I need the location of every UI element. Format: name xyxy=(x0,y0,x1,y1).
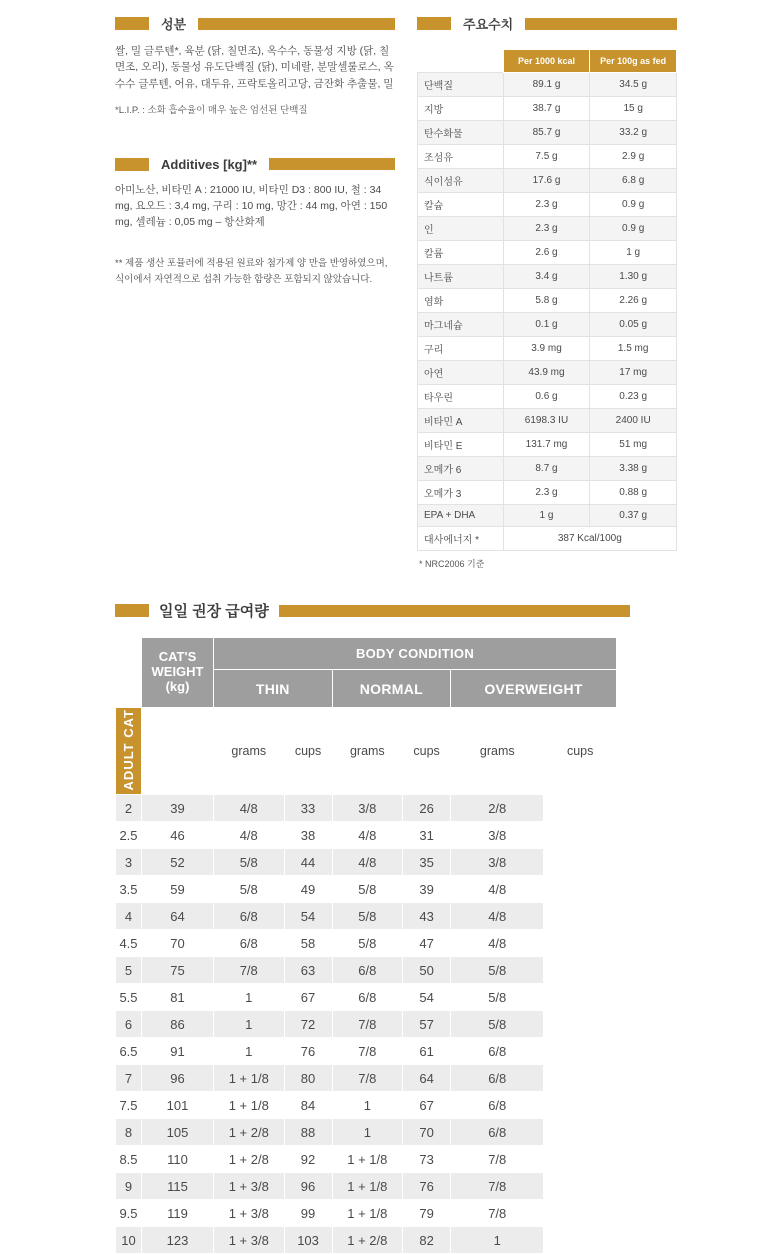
cell-normal-grams: 80 xyxy=(284,1065,332,1092)
energy-label: 대사에너지 * xyxy=(418,527,504,551)
feeding-title: 일일 권장 급여량 xyxy=(159,603,269,620)
cell-overweight-cups: 3/8 xyxy=(451,849,544,876)
cell-thin-grams: 115 xyxy=(142,1173,214,1200)
row-weight: 5.5 xyxy=(116,984,142,1011)
nutrient-label: 마그네슘 xyxy=(418,313,504,337)
cell-normal-cups: 5/8 xyxy=(332,903,403,930)
cell-normal-cups: 5/8 xyxy=(332,930,403,957)
nutrient-per-100g: 2.26 g xyxy=(590,289,677,313)
cell-normal-cups: 1 xyxy=(332,1092,403,1119)
table-row xyxy=(116,1065,617,1092)
nutrient-per-1000-kcal: 17.6 g xyxy=(503,169,590,193)
cell-thin-cups: 1 xyxy=(214,1038,285,1065)
cats-weight-header xyxy=(142,638,214,708)
cell-overweight-grams: 31 xyxy=(403,822,451,849)
corner-blank xyxy=(116,638,142,670)
cell-overweight-cups: 6/8 xyxy=(451,1065,544,1092)
cell-overweight-grams: 50 xyxy=(403,957,451,984)
cell-normal-grams: 76 xyxy=(284,1038,332,1065)
row-weight: 9.5 xyxy=(116,1200,142,1227)
nutrient-label: 비타민 A xyxy=(418,409,504,433)
ingredients-title: 성분 xyxy=(161,17,187,32)
cell-overweight-cups: 6/8 xyxy=(451,1092,544,1119)
cats-weight-line-1: CAT'S xyxy=(158,649,197,665)
cell-overweight-grams: 57 xyxy=(403,1011,451,1038)
nutrient-per-1000-kcal: 85.7 g xyxy=(503,121,590,145)
table-row xyxy=(116,957,617,984)
cell-overweight-cups: 5/8 xyxy=(451,1011,544,1038)
table-row xyxy=(116,795,617,822)
nutrient-per-1000-kcal: 2.3 g xyxy=(503,481,590,505)
cell-thin-cups: 6/8 xyxy=(214,903,285,930)
cell-normal-cups: 3/8 xyxy=(332,795,403,822)
top-columns xyxy=(0,0,780,570)
table-row xyxy=(418,169,677,193)
cell-overweight-cups: 1 xyxy=(451,1227,544,1254)
table-row xyxy=(418,265,677,289)
cell-overweight-grams: 73 xyxy=(403,1146,451,1173)
table-row xyxy=(418,121,677,145)
cell-thin-grams: 81 xyxy=(142,984,214,1011)
nutrient-per-1000-kcal: 6198.3 IU xyxy=(503,409,590,433)
cell-normal-grams: 33 xyxy=(284,795,332,822)
table-row xyxy=(418,409,677,433)
table-row xyxy=(116,822,617,849)
cell-normal-grams: 44 xyxy=(284,849,332,876)
nutrient-label: EPA + DHA xyxy=(418,505,504,527)
nutrient-per-1000-kcal: 1 g xyxy=(503,505,590,527)
nutrient-per-1000-kcal: 8.7 g xyxy=(503,457,590,481)
cell-overweight-grams: 47 xyxy=(403,930,451,957)
nutrient-label: 염화 xyxy=(418,289,504,313)
cell-overweight-grams: 67 xyxy=(403,1092,451,1119)
feeding-header-row-1 xyxy=(116,638,617,670)
cell-normal-cups: 1 + 1/8 xyxy=(332,1173,403,1200)
table-row xyxy=(418,313,677,337)
nutrition-col-blank xyxy=(418,50,504,73)
additives-body: 아미노산, 비타민 A : 21000 IU, 비타민 D3 : 800 IU, 철 : 34 mg, 요오드 : 3,4 mg, 구리 : 10 mg, 망간 : 44 mg, 아연 : 150 mg, 셀레늄 : 0,05 mg – 항산화제 xyxy=(115,183,388,229)
nutrient-per-1000-kcal: 7.5 g xyxy=(503,145,590,169)
cell-thin-grams: 91 xyxy=(142,1038,214,1065)
unit-blank xyxy=(142,708,214,795)
nutrient-per-1000-kcal: 38.7 g xyxy=(503,97,590,121)
cell-overweight-cups: 5/8 xyxy=(451,957,544,984)
accent-rule xyxy=(279,605,630,617)
cell-thin-cups: 6/8 xyxy=(214,930,285,957)
nutrient-per-1000-kcal: 5.8 g xyxy=(503,289,590,313)
cell-normal-grams: 63 xyxy=(284,957,332,984)
nutrient-per-100g: 6.8 g xyxy=(590,169,677,193)
nutrient-per-100g: 0.05 g xyxy=(590,313,677,337)
cell-thin-grams: 96 xyxy=(142,1065,214,1092)
cell-normal-grams: 58 xyxy=(284,930,332,957)
cell-thin-cups: 4/8 xyxy=(214,822,285,849)
row-weight: 2.5 xyxy=(116,822,142,849)
nutrient-per-100g: 2400 IU xyxy=(590,409,677,433)
cell-normal-cups: 1 + 1/8 xyxy=(332,1146,403,1173)
cell-normal-grams: 38 xyxy=(284,822,332,849)
nutrition-section-header xyxy=(417,14,677,33)
cell-normal-grams: 67 xyxy=(284,984,332,1011)
cell-normal-grams: 72 xyxy=(284,1011,332,1038)
spacer xyxy=(115,242,395,256)
table-row xyxy=(116,930,617,957)
cell-thin-grams: 39 xyxy=(142,795,214,822)
body-condition-header: BODY CONDITION xyxy=(214,638,617,670)
cell-overweight-cups: 7/8 xyxy=(451,1146,544,1173)
cell-overweight-grams: 64 xyxy=(403,1065,451,1092)
nutrient-per-1000-kcal: 2.6 g xyxy=(503,241,590,265)
cell-thin-cups: 1 + 3/8 xyxy=(214,1227,285,1254)
nutrient-label: 비타민 E xyxy=(418,433,504,457)
cell-normal-cups: 7/8 xyxy=(332,1065,403,1092)
condition-thin-header: THIN xyxy=(214,670,333,708)
cell-thin-cups: 1 + 2/8 xyxy=(214,1146,285,1173)
table-header-row xyxy=(418,50,677,73)
cell-thin-grams: 119 xyxy=(142,1200,214,1227)
right-column xyxy=(417,14,677,570)
cell-normal-cups: 7/8 xyxy=(332,1038,403,1065)
cell-overweight-cups: 4/8 xyxy=(451,903,544,930)
feeding-table xyxy=(115,637,617,1254)
nutrient-label: 지방 xyxy=(418,97,504,121)
cell-overweight-cups: 6/8 xyxy=(451,1119,544,1146)
cell-normal-grams: 54 xyxy=(284,903,332,930)
cell-normal-cups: 5/8 xyxy=(332,876,403,903)
nutrient-per-100g: 1 g xyxy=(590,241,677,265)
cell-normal-cups: 1 + 1/8 xyxy=(332,1200,403,1227)
cell-thin-grams: 110 xyxy=(142,1146,214,1173)
ingredients-body: 쌀, 밀 글루텐*, 육분 (닭, 칠면조), 옥수수, 동물성 지방 (닭, 칠면조, 오리), 동물성 유도단백질 (닭), 미네랄, 분말셀룰로스, 옥수수 글루텐, 어유, 대두유, 프락토올리고당, 금잔화 추출물, 밀 xyxy=(115,45,394,90)
feeding-units-row xyxy=(116,708,617,795)
row-weight: 7.5 xyxy=(116,1092,142,1119)
row-weight: 4.5 xyxy=(116,930,142,957)
unit-overweight-grams: grams xyxy=(451,708,544,795)
cell-thin-grams: 52 xyxy=(142,849,214,876)
cell-overweight-cups: 6/8 xyxy=(451,1038,544,1065)
nutrient-label: 나트륨 xyxy=(418,265,504,289)
cell-thin-grams: 70 xyxy=(142,930,214,957)
accent-rule xyxy=(269,158,395,170)
spacer xyxy=(115,131,395,157)
table-row xyxy=(418,457,677,481)
table-row xyxy=(418,73,677,97)
nutrient-label: 조섬유 xyxy=(418,145,504,169)
nutrient-per-1000-kcal: 2.3 g xyxy=(503,217,590,241)
cell-overweight-grams: 79 xyxy=(403,1200,451,1227)
row-weight: 9 xyxy=(116,1173,142,1200)
row-weight: 2 xyxy=(116,795,142,822)
table-row-energy xyxy=(418,527,677,551)
nutrient-label: 식이섬유 xyxy=(418,169,504,193)
row-weight: 5 xyxy=(116,957,142,984)
accent-rule xyxy=(525,18,677,30)
feeding-section-header xyxy=(115,600,630,621)
cell-thin-cups: 1 + 1/8 xyxy=(214,1065,285,1092)
cell-thin-cups: 5/8 xyxy=(214,876,285,903)
nutrient-label: 아연 xyxy=(418,361,504,385)
nutrient-per-1000-kcal: 3.4 g xyxy=(503,265,590,289)
cell-overweight-cups: 7/8 xyxy=(451,1173,544,1200)
nutrient-label: 구리 xyxy=(418,337,504,361)
cell-thin-grams: 59 xyxy=(142,876,214,903)
table-row xyxy=(116,1200,617,1227)
energy-value: 387 Kcal/100g xyxy=(503,527,676,551)
cell-overweight-grams: 82 xyxy=(403,1227,451,1254)
table-row xyxy=(116,849,617,876)
table-row xyxy=(418,433,677,457)
cell-normal-grams: 103 xyxy=(284,1227,332,1254)
row-weight: 8 xyxy=(116,1119,142,1146)
cell-normal-grams: 96 xyxy=(284,1173,332,1200)
cell-overweight-grams: 43 xyxy=(403,903,451,930)
nutrient-label: 칼륨 xyxy=(418,241,504,265)
row-weight: 6.5 xyxy=(116,1038,142,1065)
nutrient-per-100g: 34.5 g xyxy=(590,73,677,97)
table-row xyxy=(418,505,677,527)
nutrient-per-100g: 1.30 g xyxy=(590,265,677,289)
cell-thin-grams: 105 xyxy=(142,1119,214,1146)
table-row xyxy=(116,903,617,930)
unit-normal-cups: cups xyxy=(403,708,451,795)
table-row xyxy=(116,1146,617,1173)
cell-overweight-grams: 54 xyxy=(403,984,451,1011)
cell-thin-cups: 7/8 xyxy=(214,957,285,984)
cats-weight-line-2: WEIGHT xyxy=(151,664,204,680)
cell-normal-grams: 92 xyxy=(284,1146,332,1173)
unit-thin-grams: grams xyxy=(214,708,285,795)
cell-normal-cups: 6/8 xyxy=(332,984,403,1011)
table-row xyxy=(116,876,617,903)
row-weight: 4 xyxy=(116,903,142,930)
cell-normal-cups: 6/8 xyxy=(332,957,403,984)
nutrition-footnote: * NRC2006 기준 xyxy=(419,559,485,569)
accent-chip-icon xyxy=(417,17,451,30)
table-row xyxy=(418,217,677,241)
additives-title: Additives [kg]** xyxy=(161,156,258,172)
row-weight: 3 xyxy=(116,849,142,876)
nutrient-label: 인 xyxy=(418,217,504,241)
nutrient-per-100g: 0.23 g xyxy=(590,385,677,409)
cell-thin-cups: 1 + 3/8 xyxy=(214,1173,285,1200)
cell-thin-cups: 4/8 xyxy=(214,795,285,822)
corner-blank xyxy=(116,670,142,708)
table-row xyxy=(116,1092,617,1119)
cell-thin-cups: 1 + 1/8 xyxy=(214,1092,285,1119)
cell-overweight-grams: 26 xyxy=(403,795,451,822)
cell-normal-cups: 1 + 2/8 xyxy=(332,1227,403,1254)
accent-chip-icon xyxy=(115,158,149,171)
table-row xyxy=(418,481,677,505)
table-row xyxy=(418,145,677,169)
cell-normal-grams: 99 xyxy=(284,1200,332,1227)
row-weight: 8.5 xyxy=(116,1146,142,1173)
adult-cat-side-label xyxy=(116,708,142,795)
table-row xyxy=(116,984,617,1011)
nutrient-per-1000-kcal: 131.7 mg xyxy=(503,433,590,457)
ingredients-section-header xyxy=(115,14,395,33)
cell-thin-grams: 75 xyxy=(142,957,214,984)
additives-note: ** 제품 생산 포뮬러에 적용된 원료와 첨가제 양 만을 반영하였으며, 식이에서 자연적으로 섭취 가능한 함량은 포함되지 않았습니다. xyxy=(115,258,388,285)
cell-normal-cups: 1 xyxy=(332,1119,403,1146)
table-row xyxy=(116,1119,617,1146)
cell-thin-grams: 101 xyxy=(142,1092,214,1119)
condition-normal-header: NORMAL xyxy=(332,670,451,708)
cell-normal-cups: 4/8 xyxy=(332,849,403,876)
nutrient-per-1000-kcal: 3.9 mg xyxy=(503,337,590,361)
table-row xyxy=(116,1038,617,1065)
cell-thin-grams: 123 xyxy=(142,1227,214,1254)
row-weight: 7 xyxy=(116,1065,142,1092)
cell-thin-grams: 46 xyxy=(142,822,214,849)
nutrient-per-100g: 1.5 mg xyxy=(590,337,677,361)
cell-normal-grams: 88 xyxy=(284,1119,332,1146)
nutrient-per-100g: 0.9 g xyxy=(590,217,677,241)
nutrient-per-1000-kcal: 43.9 mg xyxy=(503,361,590,385)
nutrient-label: 오메가 3 xyxy=(418,481,504,505)
nutrient-per-1000-kcal: 0.1 g xyxy=(503,313,590,337)
nutrient-per-100g: 0.37 g xyxy=(590,505,677,527)
cell-thin-cups: 1 xyxy=(214,1011,285,1038)
accent-chip-icon xyxy=(115,17,149,30)
cell-thin-cups: 1 + 2/8 xyxy=(214,1119,285,1146)
row-weight: 6 xyxy=(116,1011,142,1038)
cell-overweight-grams: 35 xyxy=(403,849,451,876)
cell-normal-grams: 84 xyxy=(284,1092,332,1119)
nutrient-per-100g: 0.88 g xyxy=(590,481,677,505)
table-row xyxy=(418,241,677,265)
cell-normal-cups: 7/8 xyxy=(332,1011,403,1038)
cats-weight-line-3: (kg) xyxy=(165,678,190,694)
unit-thin-cups: cups xyxy=(284,708,332,795)
adult-cat-side-label-text: ADULT CAT xyxy=(121,709,136,791)
cell-overweight-cups: 2/8 xyxy=(451,795,544,822)
nutrient-per-100g: 17 mg xyxy=(590,361,677,385)
nutrient-per-1000-kcal: 0.6 g xyxy=(503,385,590,409)
table-row xyxy=(418,385,677,409)
additives-section-header xyxy=(115,157,395,172)
cell-overweight-cups: 5/8 xyxy=(451,984,544,1011)
table-row xyxy=(418,337,677,361)
cell-overweight-cups: 4/8 xyxy=(451,930,544,957)
nutrition-col-per1000kcal: Per 1000 kcal xyxy=(503,50,590,73)
left-column xyxy=(115,14,395,570)
nutrient-label: 오메가 6 xyxy=(418,457,504,481)
cell-normal-cups: 4/8 xyxy=(332,822,403,849)
nutrient-per-100g: 33.2 g xyxy=(590,121,677,145)
table-row xyxy=(418,193,677,217)
cell-overweight-grams: 76 xyxy=(403,1173,451,1200)
cell-overweight-cups: 3/8 xyxy=(451,822,544,849)
ingredients-footnote: *L.I.P. : 소화 흡수율이 매우 높은 엄선된 단백질 xyxy=(115,104,308,116)
nutrient-label: 탄수화물 xyxy=(418,121,504,145)
cell-normal-grams: 49 xyxy=(284,876,332,903)
cell-thin-cups: 1 + 3/8 xyxy=(214,1200,285,1227)
cell-overweight-grams: 61 xyxy=(403,1038,451,1065)
unit-overweight-cups: cups xyxy=(544,708,617,795)
nutrient-per-100g: 2.9 g xyxy=(590,145,677,169)
cell-overweight-cups: 4/8 xyxy=(451,876,544,903)
unit-normal-grams: grams xyxy=(332,708,403,795)
table-row xyxy=(116,1227,617,1254)
nutrient-label: 칼슘 xyxy=(418,193,504,217)
row-weight: 3.5 xyxy=(116,876,142,903)
table-row xyxy=(418,361,677,385)
cell-overweight-grams: 70 xyxy=(403,1119,451,1146)
nutrition-title: 주요수치 xyxy=(463,17,514,32)
nutrient-label: 단백질 xyxy=(418,73,504,97)
table-row xyxy=(116,1011,617,1038)
cell-thin-grams: 86 xyxy=(142,1011,214,1038)
table-row xyxy=(418,289,677,313)
nutrient-per-100g: 51 mg xyxy=(590,433,677,457)
cell-overweight-grams: 39 xyxy=(403,876,451,903)
cell-thin-grams: 64 xyxy=(142,903,214,930)
table-row xyxy=(116,1173,617,1200)
accent-rule xyxy=(198,18,395,30)
cell-thin-cups: 5/8 xyxy=(214,849,285,876)
nutrient-label: 타우린 xyxy=(418,385,504,409)
nutrient-per-100g: 0.9 g xyxy=(590,193,677,217)
table-row xyxy=(418,97,677,121)
cell-overweight-cups: 7/8 xyxy=(451,1200,544,1227)
nutrient-per-1000-kcal: 2.3 g xyxy=(503,193,590,217)
feeding-table-wrapper xyxy=(115,637,617,1254)
cell-thin-cups: 1 xyxy=(214,984,285,1011)
nutrition-table xyxy=(417,49,677,551)
condition-overweight-header: OVERWEIGHT xyxy=(451,670,617,708)
nutrient-per-1000-kcal: 89.1 g xyxy=(503,73,590,97)
accent-chip-icon xyxy=(115,604,149,617)
row-weight: 10 xyxy=(116,1227,142,1254)
nutrition-col-per100g: Per 100g as fed xyxy=(590,50,677,73)
nutrient-per-100g: 15 g xyxy=(590,97,677,121)
nutrient-per-100g: 3.38 g xyxy=(590,457,677,481)
